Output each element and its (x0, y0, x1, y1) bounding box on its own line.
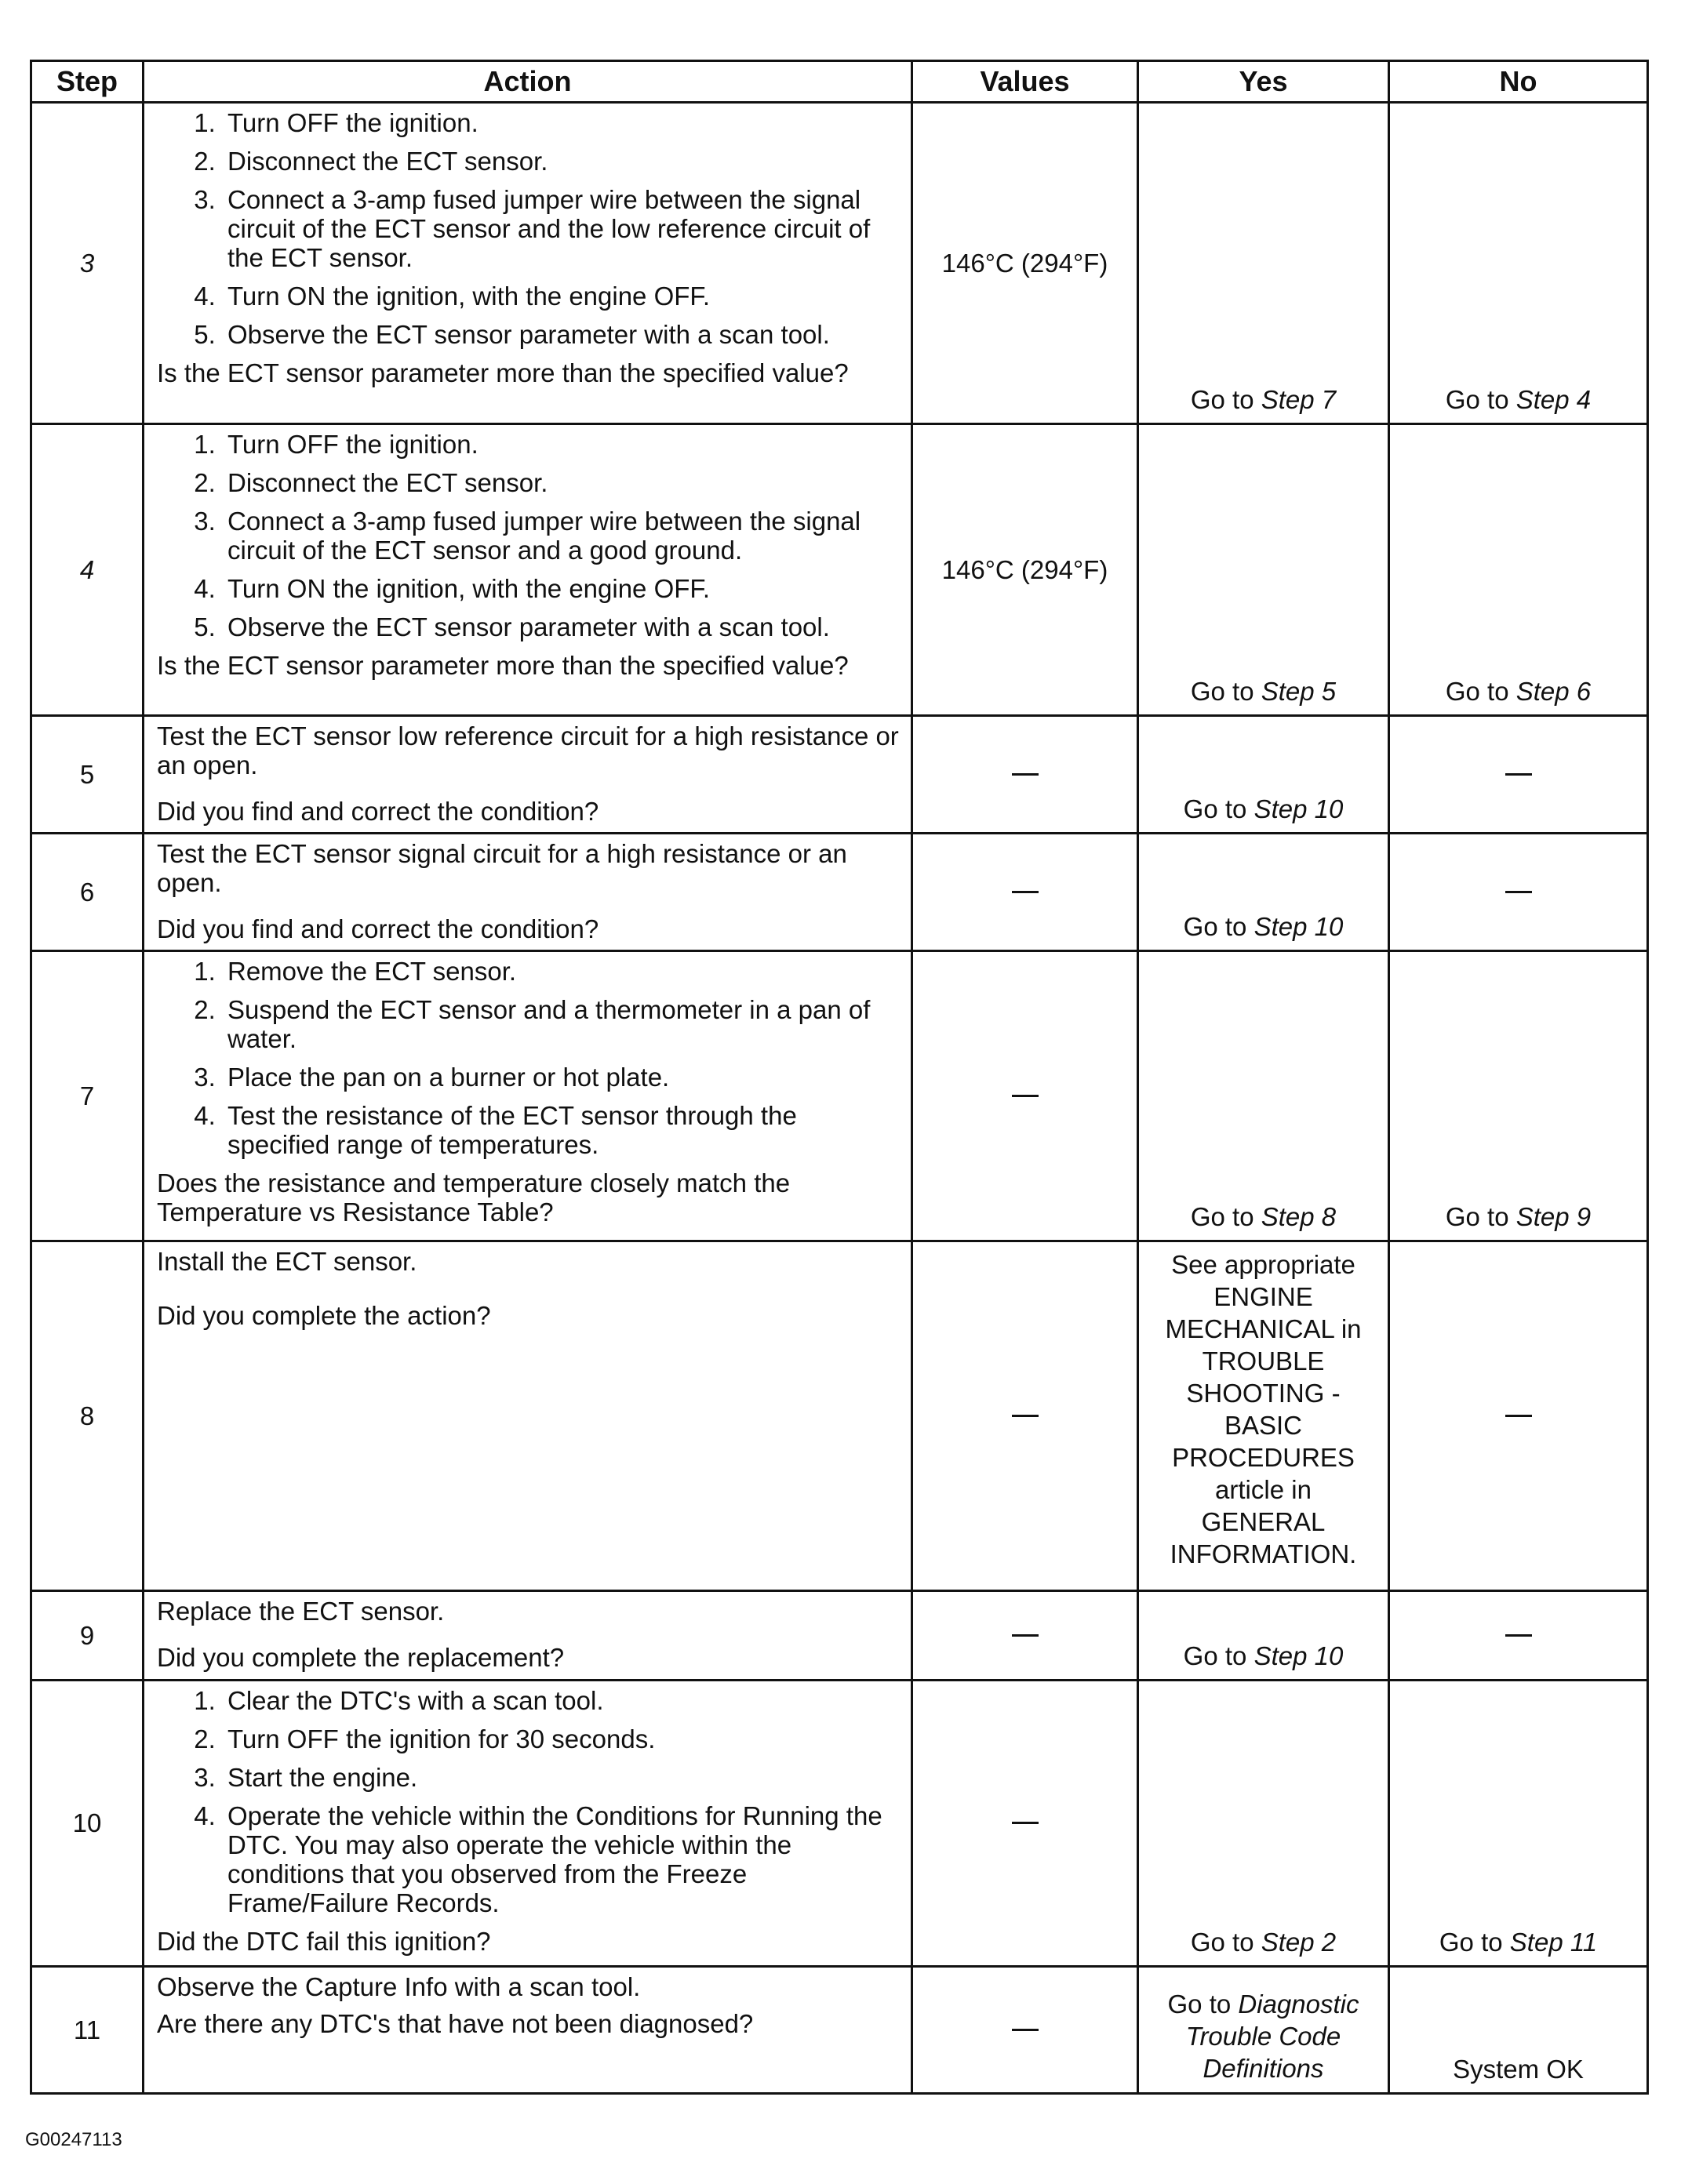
action-step: 4. Test the resistance of the ECT sensor through the specified range of temperatures. (223, 1101, 900, 1159)
action-steps (157, 108, 900, 358)
action-step: 2. Suspend the ECT sensor and a thermometer in a pan of water. (223, 995, 900, 1053)
go-to-label: Go to (1445, 1202, 1509, 1231)
go-to-label: Go to (1183, 794, 1247, 823)
yes-line: INFORMATION. (1170, 1539, 1357, 1568)
action-text: Observe the Capture Info with a scan tool. (157, 1972, 641, 2001)
action-step: 5. Observe the ECT sensor parameter with a scan tool. (223, 612, 900, 641)
action-steps (157, 1686, 900, 1927)
action-step: 2. Disconnect the ECT sensor. (223, 147, 900, 176)
yes-cell (1138, 424, 1389, 716)
yes-line: BASIC (1224, 1411, 1303, 1440)
action-step: 1. Turn OFF the ignition. (223, 108, 900, 137)
yes-line: ENGINE (1213, 1282, 1313, 1311)
no-cell (1389, 1681, 1648, 1967)
value-cell (912, 716, 1138, 834)
action-question: Did you complete the action? (157, 1301, 491, 1330)
yes-line: SHOOTING - (1186, 1379, 1341, 1408)
figure-id: G00247113 (25, 2129, 122, 2150)
step-number: 5 (31, 716, 144, 834)
go-to-label: Go to (1190, 1202, 1254, 1231)
dash-mark (1505, 1415, 1532, 1417)
table-row (31, 1967, 1648, 2094)
value-cell (912, 834, 1138, 951)
no-cell (1389, 1241, 1648, 1591)
diagnostic-table (30, 60, 1649, 2095)
value-cell (912, 1967, 1138, 2094)
go-to-label: Go to (1190, 677, 1254, 706)
action-text: Test the ECT sensor low reference circuit for a high resistance or an open. (157, 721, 899, 779)
go-to-label: Go to (1183, 1641, 1247, 1670)
action-step: 1. Clear the DTC's with a scan tool. (223, 1686, 900, 1715)
go-to-label: Go to (1167, 1990, 1232, 2019)
yes-line: PROCEDURES (1172, 1443, 1355, 1472)
yes-cell (1138, 716, 1389, 834)
action-question: Did you complete the replacement? (157, 1643, 565, 1672)
action-cell (144, 834, 912, 951)
header-action: Action (144, 61, 912, 103)
step-number: 3 (31, 103, 144, 424)
dash-mark (1012, 1415, 1039, 1417)
dash-mark (1012, 891, 1039, 893)
value-cell (912, 1591, 1138, 1681)
yes-target: Step 5 (1261, 677, 1337, 706)
yes-line: article in (1215, 1475, 1312, 1504)
go-to-label: Go to (1445, 385, 1509, 414)
no-cell (1389, 103, 1648, 424)
action-step: 3. Connect a 3-amp fused jumper wire between the signal circuit of the ECT sensor and the low reference circuit of the ECT sensor. (223, 185, 900, 272)
action-cell (144, 1591, 912, 1681)
action-cell (144, 103, 912, 424)
action-text: Replace the ECT sensor. (157, 1597, 445, 1626)
yes-cell (1138, 1681, 1389, 1967)
dash-mark (1012, 1634, 1039, 1637)
no-cell (1389, 951, 1648, 1241)
value-cell (912, 951, 1138, 1241)
value-cell: 146°C (294°F) (912, 424, 1138, 716)
action-cell (144, 1241, 912, 1591)
yes-target: Step 8 (1261, 1202, 1337, 1231)
yes-target: Step 10 (1253, 912, 1344, 941)
table-row (31, 103, 1648, 424)
value-cell: 146°C (294°F) (912, 103, 1138, 424)
yes-line: See appropriate (1171, 1250, 1355, 1279)
dash-mark (1505, 891, 1532, 893)
action-question: Did you find and correct the condition? (157, 914, 599, 943)
dash-mark (1012, 773, 1039, 776)
yes-cell (1138, 951, 1389, 1241)
action-steps (157, 430, 900, 651)
action-text: Test the ECT sensor signal circuit for a high resistance or an open. (157, 839, 847, 897)
yes-line: Definitions (1203, 2054, 1324, 2083)
no-target: Step 4 (1515, 385, 1592, 414)
table-row (31, 1591, 1648, 1681)
step-number: 7 (31, 951, 144, 1241)
dash-mark (1505, 773, 1532, 776)
yes-reference (1139, 1988, 1388, 2084)
yes-reference (1139, 1242, 1388, 1570)
yes-cell (1138, 834, 1389, 951)
header-step: Step (31, 61, 144, 103)
action-step: 5. Observe the ECT sensor parameter with a scan tool. (223, 320, 900, 349)
action-step: 4. Turn ON the ignition, with the engine OFF. (223, 574, 900, 603)
yes-target: Step 2 (1261, 1928, 1337, 1957)
yes-line: Trouble Code (1185, 2022, 1341, 2051)
header-yes: Yes (1138, 61, 1389, 103)
action-step: 2. Turn OFF the ignition for 30 seconds. (223, 1724, 900, 1753)
table-row (31, 424, 1648, 716)
step-number: 6 (31, 834, 144, 951)
header-row (31, 61, 1648, 103)
action-step: 3. Connect a 3-amp fused jumper wire between the signal circuit of the ECT sensor and a good ground. (223, 507, 900, 565)
no-cell (1389, 834, 1648, 951)
table-row (31, 716, 1648, 834)
table-row (31, 951, 1648, 1241)
no-cell (1389, 1591, 1648, 1681)
go-to-label: Go to (1439, 1928, 1503, 1957)
no-target: Step 11 (1509, 1928, 1598, 1957)
yes-target: Step 10 (1253, 1641, 1344, 1670)
dash-mark (1012, 1822, 1039, 1824)
step-number: 4 (31, 424, 144, 716)
step-number: 11 (31, 1967, 144, 2094)
action-cell (144, 1681, 912, 1967)
yes-target: Step 7 (1261, 385, 1337, 414)
yes-line: Diagnostic (1238, 1990, 1359, 2019)
go-to-label: Go to (1190, 1928, 1254, 1957)
action-question: Is the ECT sensor parameter more than the specified value? (157, 651, 849, 680)
step-number: 8 (31, 1241, 144, 1591)
no-cell: System OK (1389, 1967, 1648, 2094)
dash-mark (1012, 1095, 1039, 1097)
yes-cell (1138, 1967, 1389, 2094)
dash-mark (1012, 2029, 1039, 2031)
go-to-label: Go to (1190, 385, 1254, 414)
step-number: 10 (31, 1681, 144, 1967)
action-step: 1. Turn OFF the ignition. (223, 430, 900, 459)
action-cell (144, 424, 912, 716)
yes-line: GENERAL (1201, 1507, 1326, 1536)
action-step: 4. Turn ON the ignition, with the engine OFF. (223, 282, 900, 311)
table-row (31, 834, 1648, 951)
table-row (31, 1241, 1648, 1591)
action-text: Install the ECT sensor. (157, 1247, 417, 1276)
action-cell (144, 1967, 912, 2094)
yes-target: Step 10 (1253, 794, 1344, 823)
action-step: 3. Start the engine. (223, 1763, 900, 1792)
header-no: No (1389, 61, 1648, 103)
action-cell (144, 951, 912, 1241)
no-target: Step 6 (1515, 677, 1592, 706)
action-question: Did you find and correct the condition? (157, 797, 599, 826)
action-step: 3. Place the pan on a burner or hot plate. (223, 1063, 900, 1092)
action-question: Are there any DTC's that have not been diagnosed? (157, 2009, 754, 2038)
go-to-label: Go to (1445, 677, 1509, 706)
header-values: Values (912, 61, 1138, 103)
yes-cell (1138, 103, 1389, 424)
action-step: 2. Disconnect the ECT sensor. (223, 468, 900, 497)
action-steps (157, 957, 900, 1168)
action-question: Is the ECT sensor parameter more than the specified value? (157, 358, 849, 387)
yes-cell (1138, 1591, 1389, 1681)
table-row (31, 1681, 1648, 1967)
no-cell (1389, 716, 1648, 834)
action-step: 1. Remove the ECT sensor. (223, 957, 900, 986)
dash-mark (1505, 1634, 1532, 1637)
yes-cell (1138, 1241, 1389, 1591)
action-question: Does the resistance and temperature closely match the Temperature vs Resistance Table? (157, 1168, 791, 1226)
no-target: Step 9 (1515, 1202, 1592, 1231)
no-cell (1389, 424, 1648, 716)
action-cell (144, 716, 912, 834)
yes-line: TROUBLE (1202, 1346, 1325, 1375)
yes-line: MECHANICAL in (1165, 1314, 1362, 1343)
value-cell (912, 1241, 1138, 1591)
go-to-label: Go to (1183, 912, 1247, 941)
action-question: Did the DTC fail this ignition? (157, 1927, 491, 1956)
action-step: 4. Operate the vehicle within the Conditions for Running the DTC. You may also operate the vehicle within the conditions that you observed from the Freeze Frame/Failure Records. (223, 1801, 900, 1917)
step-number: 9 (31, 1591, 144, 1681)
value-cell (912, 1681, 1138, 1967)
